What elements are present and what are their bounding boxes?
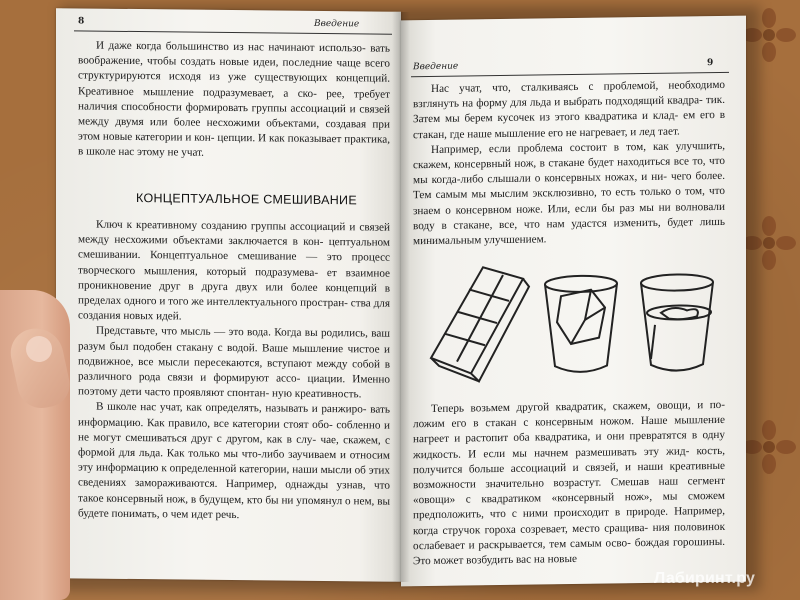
section-title: КОНЦЕПТУАЛЬНОЕ СМЕШИВАНИЕ — [136, 191, 357, 208]
text-line: нагреет и растопит оба квадратика, и они превратятся в — [413, 429, 698, 446]
glass-with-water-icon — [641, 274, 713, 371]
text-line: кость, получится больше ассоциаций и связей, и наши — [413, 444, 726, 477]
text-line: заучиваем и относим эту информацию к определенной — [78, 448, 390, 476]
text-line: чем идет речь. — [170, 508, 240, 521]
header-rule — [74, 30, 392, 34]
text-line: ем его в стакан, где наше мышление его не нагревает, и лед — [413, 109, 725, 141]
text-line: Ключ к креативному созданию группы ассоциаций и — [96, 218, 356, 234]
paragraph — [413, 398, 725, 570]
text-line: тает. — [657, 125, 680, 138]
text-line: взглянуть на форму для льда и выбрать подходящий квадра- — [413, 94, 703, 111]
right-running-head: Введение — [413, 61, 459, 73]
text-line: тик. Затем мы берем кусочек из этого квадратика и клад- — [413, 94, 726, 126]
paragraph — [78, 324, 390, 403]
right-top-text — [413, 78, 725, 250]
text-line: цепции. И как показывает практика, в школе нас этому не — [78, 132, 391, 159]
text-line: между собой в различного рода связи и формируют ассо- — [78, 357, 391, 385]
text-line: наш сегмент «овощи» с квадратиком «консервный нож», мы — [413, 474, 726, 507]
text-line: чаще всего структурируются исходя из уже существующих — [78, 57, 390, 85]
book-gutter — [392, 12, 410, 582]
paragraph — [78, 217, 390, 327]
left-top-paragraph — [78, 38, 390, 163]
text-line: связей между несхожими объектами заключается в кон- — [78, 221, 391, 249]
right-page — [401, 16, 746, 587]
text-line: ную креативность. — [272, 387, 362, 401]
text-line: ства для создания новых идей. — [78, 297, 390, 323]
text-line: это процесс творческого мышления, который подразумева- — [78, 251, 390, 279]
text-line: Например, если проблема состоит в том, как улучшить, — [431, 139, 725, 156]
text-line: рее, требует наличия способности формировать группы — [78, 87, 390, 115]
text-line: то, что мы когда-либо слышали о консервных ножах, и ни- — [413, 154, 726, 187]
text-line: раз мы ни волновали воду в стакане, все, что нам удастся — [413, 200, 725, 233]
text-line: ет взаимное проникновение друг в друга двух или более концепций — [78, 266, 391, 295]
text-line: ложим его в стакан с консервным ножом. Наше мышление — [413, 414, 725, 431]
text-line: чего более. Тем самым мы мыслим эксклюзивно, то есть — [413, 170, 726, 202]
ice-illustration — [421, 254, 726, 388]
text-line: циации. Именно поэтому дети часто проявляют спонтан- — [78, 372, 390, 400]
left-running-head: Введение — [314, 18, 360, 30]
paragraph — [78, 400, 390, 525]
paragraph — [413, 139, 725, 250]
text-line: цептуальном смешивании. Концептуальное смешивание — — [78, 236, 391, 264]
text-line: в пределах одного и того же интеллектуального простран- — [78, 282, 391, 310]
text-line: собленно и не могут смешиваться друг с другом, как в слу- — [78, 418, 391, 446]
text-line: учат. — [181, 146, 204, 160]
text-line: Например, когда стручок гороха созревает, место сращива- — [413, 505, 725, 537]
text-line: Теперь возьмем другой квадратик, скажем, овощи, и по- — [431, 398, 725, 415]
text-line: Представьте, что мысль — это вода. Когда вы родились, — [96, 325, 368, 340]
text-line: вать воображение, чтобы создать новые идеи, последние — [78, 42, 390, 70]
text-line: объектами, создавая при этом новые категории и кон- — [78, 117, 390, 145]
text-line: концепций. Креативное мышление подразумевает, а ско- — [78, 72, 390, 100]
text-line: И даже когда большинство из нас начинают использо- — [96, 39, 366, 55]
text-line: сможем предположить, что с ними происходит в природе. — [413, 490, 725, 522]
left-body-text — [78, 217, 390, 524]
text-line: изменить, будет лишь минимальным улучшением. — [413, 215, 726, 248]
right-page-number: 9 — [707, 58, 714, 69]
text-line: ния половинок ослабевает и раскрывается, тем самым осво- — [413, 520, 726, 553]
watermark-logo: Лабиринт.ру — [654, 570, 756, 587]
text-line: чистое и подвижное, все мысли пересекаются, вступают — [78, 342, 390, 370]
text-line: скажем, консервный нож, в стакане будет находиться все — [413, 155, 690, 172]
text-line: Нас учат, что, сталкиваясь с проблемой, необходимо — [431, 78, 725, 95]
text-line: ассоциаций и связей между двумя или более несхожими — [78, 102, 390, 130]
text-line: бождая горошины. Это может возбудить вас на новые — [413, 535, 726, 568]
text-line: Например, однажды узнав, что такое консервный нож, в — [78, 478, 391, 506]
text-line: креативные возможности значительно возрастут. Смешав — [413, 459, 725, 492]
text-line: будущем, кто бы ни упомянул о нем, вы будете понимать, о — [78, 493, 391, 521]
text-line: одну жидкость. И если мы начнем размешивать эту жид- — [413, 429, 726, 461]
text-line: В школе нас учат, как определять, называть и ранжиро- — [96, 401, 367, 416]
text-line: только о том, что знаем о консервном ноже. Или, если бы — [413, 185, 726, 217]
text-line: ваш разум был подобен стакану с водой. Ваше мышление — [78, 327, 390, 355]
ice-tray-icon — [431, 267, 529, 382]
text-line: категории, наши мысли об этих сведениях замораживаются. — [78, 463, 390, 491]
left-page — [56, 8, 401, 582]
paragraph — [78, 38, 390, 163]
text-line: вать информацию. Как правило, все категории стоят обо- — [78, 403, 390, 431]
text-line: чае, скажем, с формой для льда. Как только мы что-либо — [78, 433, 391, 461]
right-bottom-text — [413, 398, 725, 570]
header-rule — [411, 72, 729, 77]
glass-with-ice-icon — [545, 275, 617, 372]
paragraph — [413, 78, 725, 143]
left-page-number: 8 — [78, 16, 85, 27]
